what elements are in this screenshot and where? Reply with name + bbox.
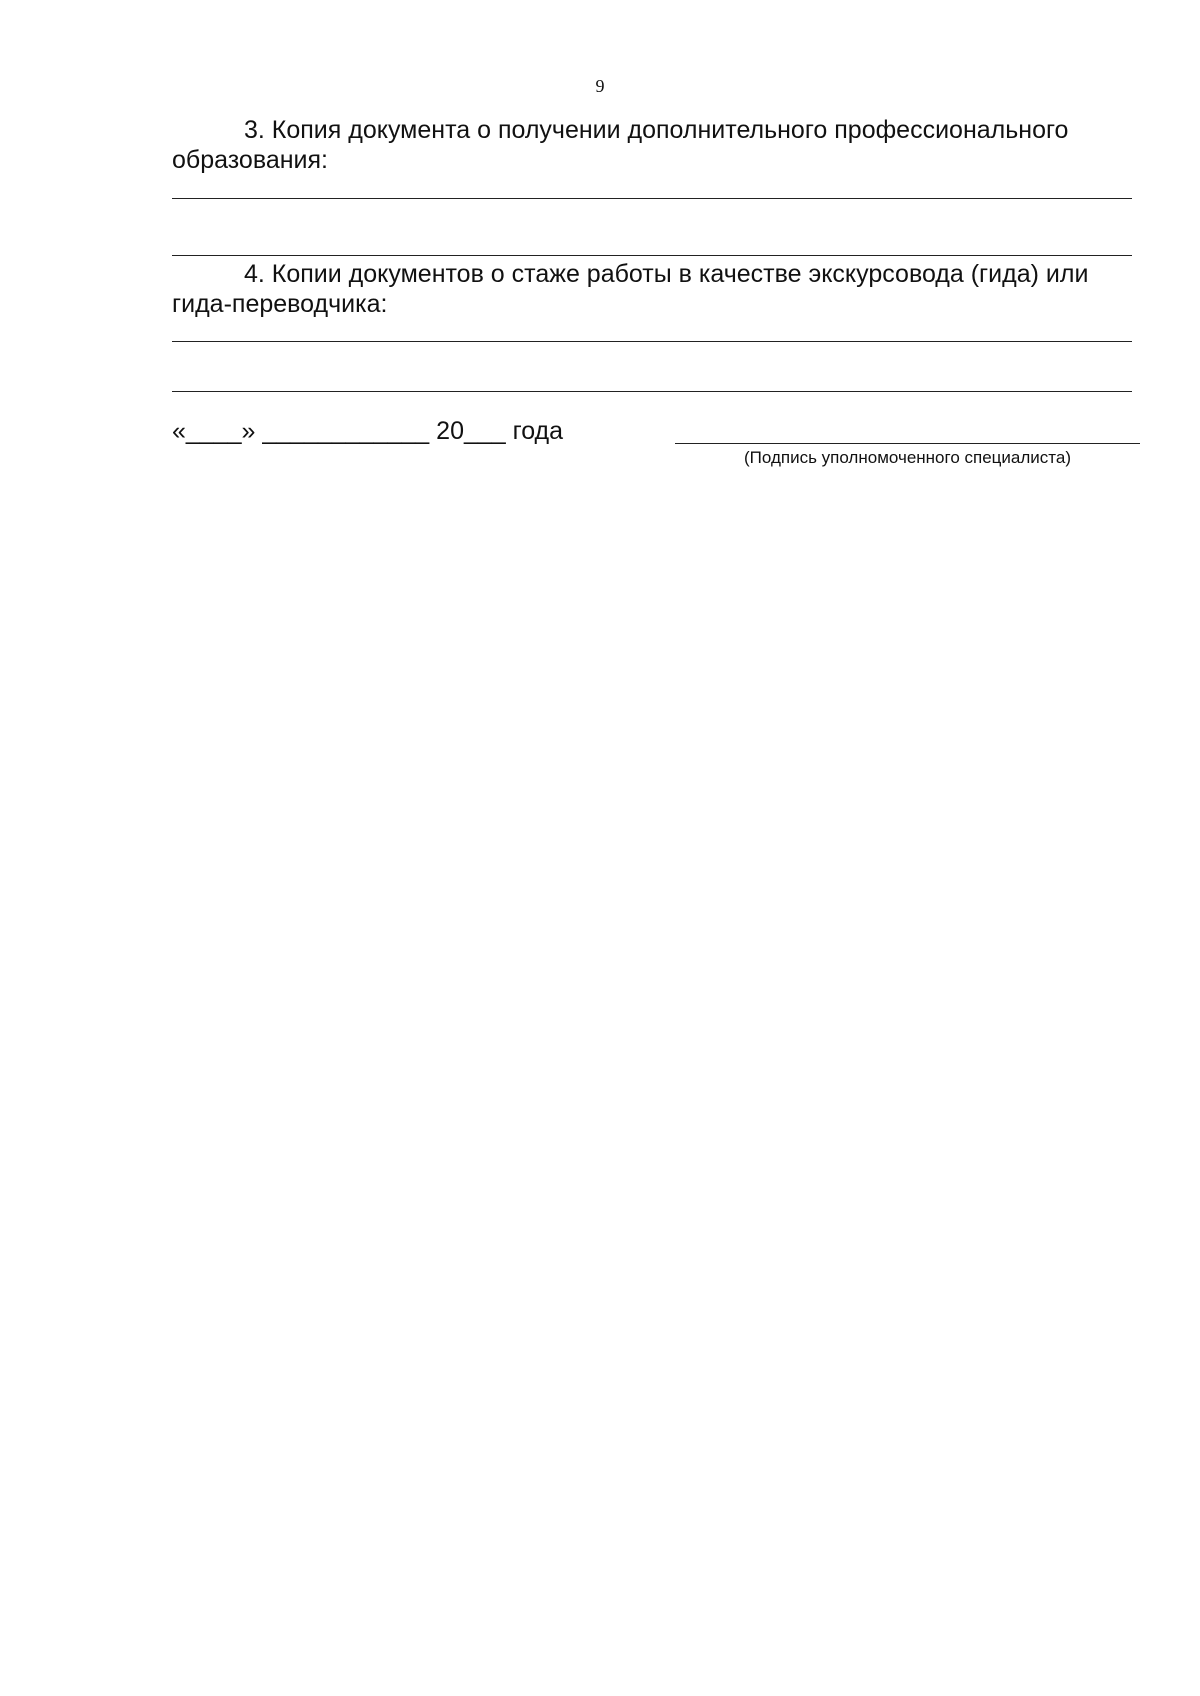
item-4-fill-line-2[interactable] <box>172 391 1132 392</box>
page-number: 9 <box>595 76 605 96</box>
signature-caption: (Подпись уполномоченного специалиста) <box>743 448 1071 467</box>
date-field[interactable]: «____» ____________ 20___ года <box>172 417 564 445</box>
item-4-fill-line-1[interactable] <box>172 341 1132 342</box>
item-3-fill-line-1[interactable] <box>172 198 1132 199</box>
item-4-text: 4. Копии документов о стаже работы в качестве экскурсовода (гида) или гида-переводчика: <box>172 260 1089 318</box>
item-3-text: 3. Копия документа о получении дополнительного профессионального образования: <box>172 116 1069 174</box>
signature-line[interactable] <box>675 443 1140 444</box>
item-3-fill-line-2[interactable] <box>172 255 1132 256</box>
